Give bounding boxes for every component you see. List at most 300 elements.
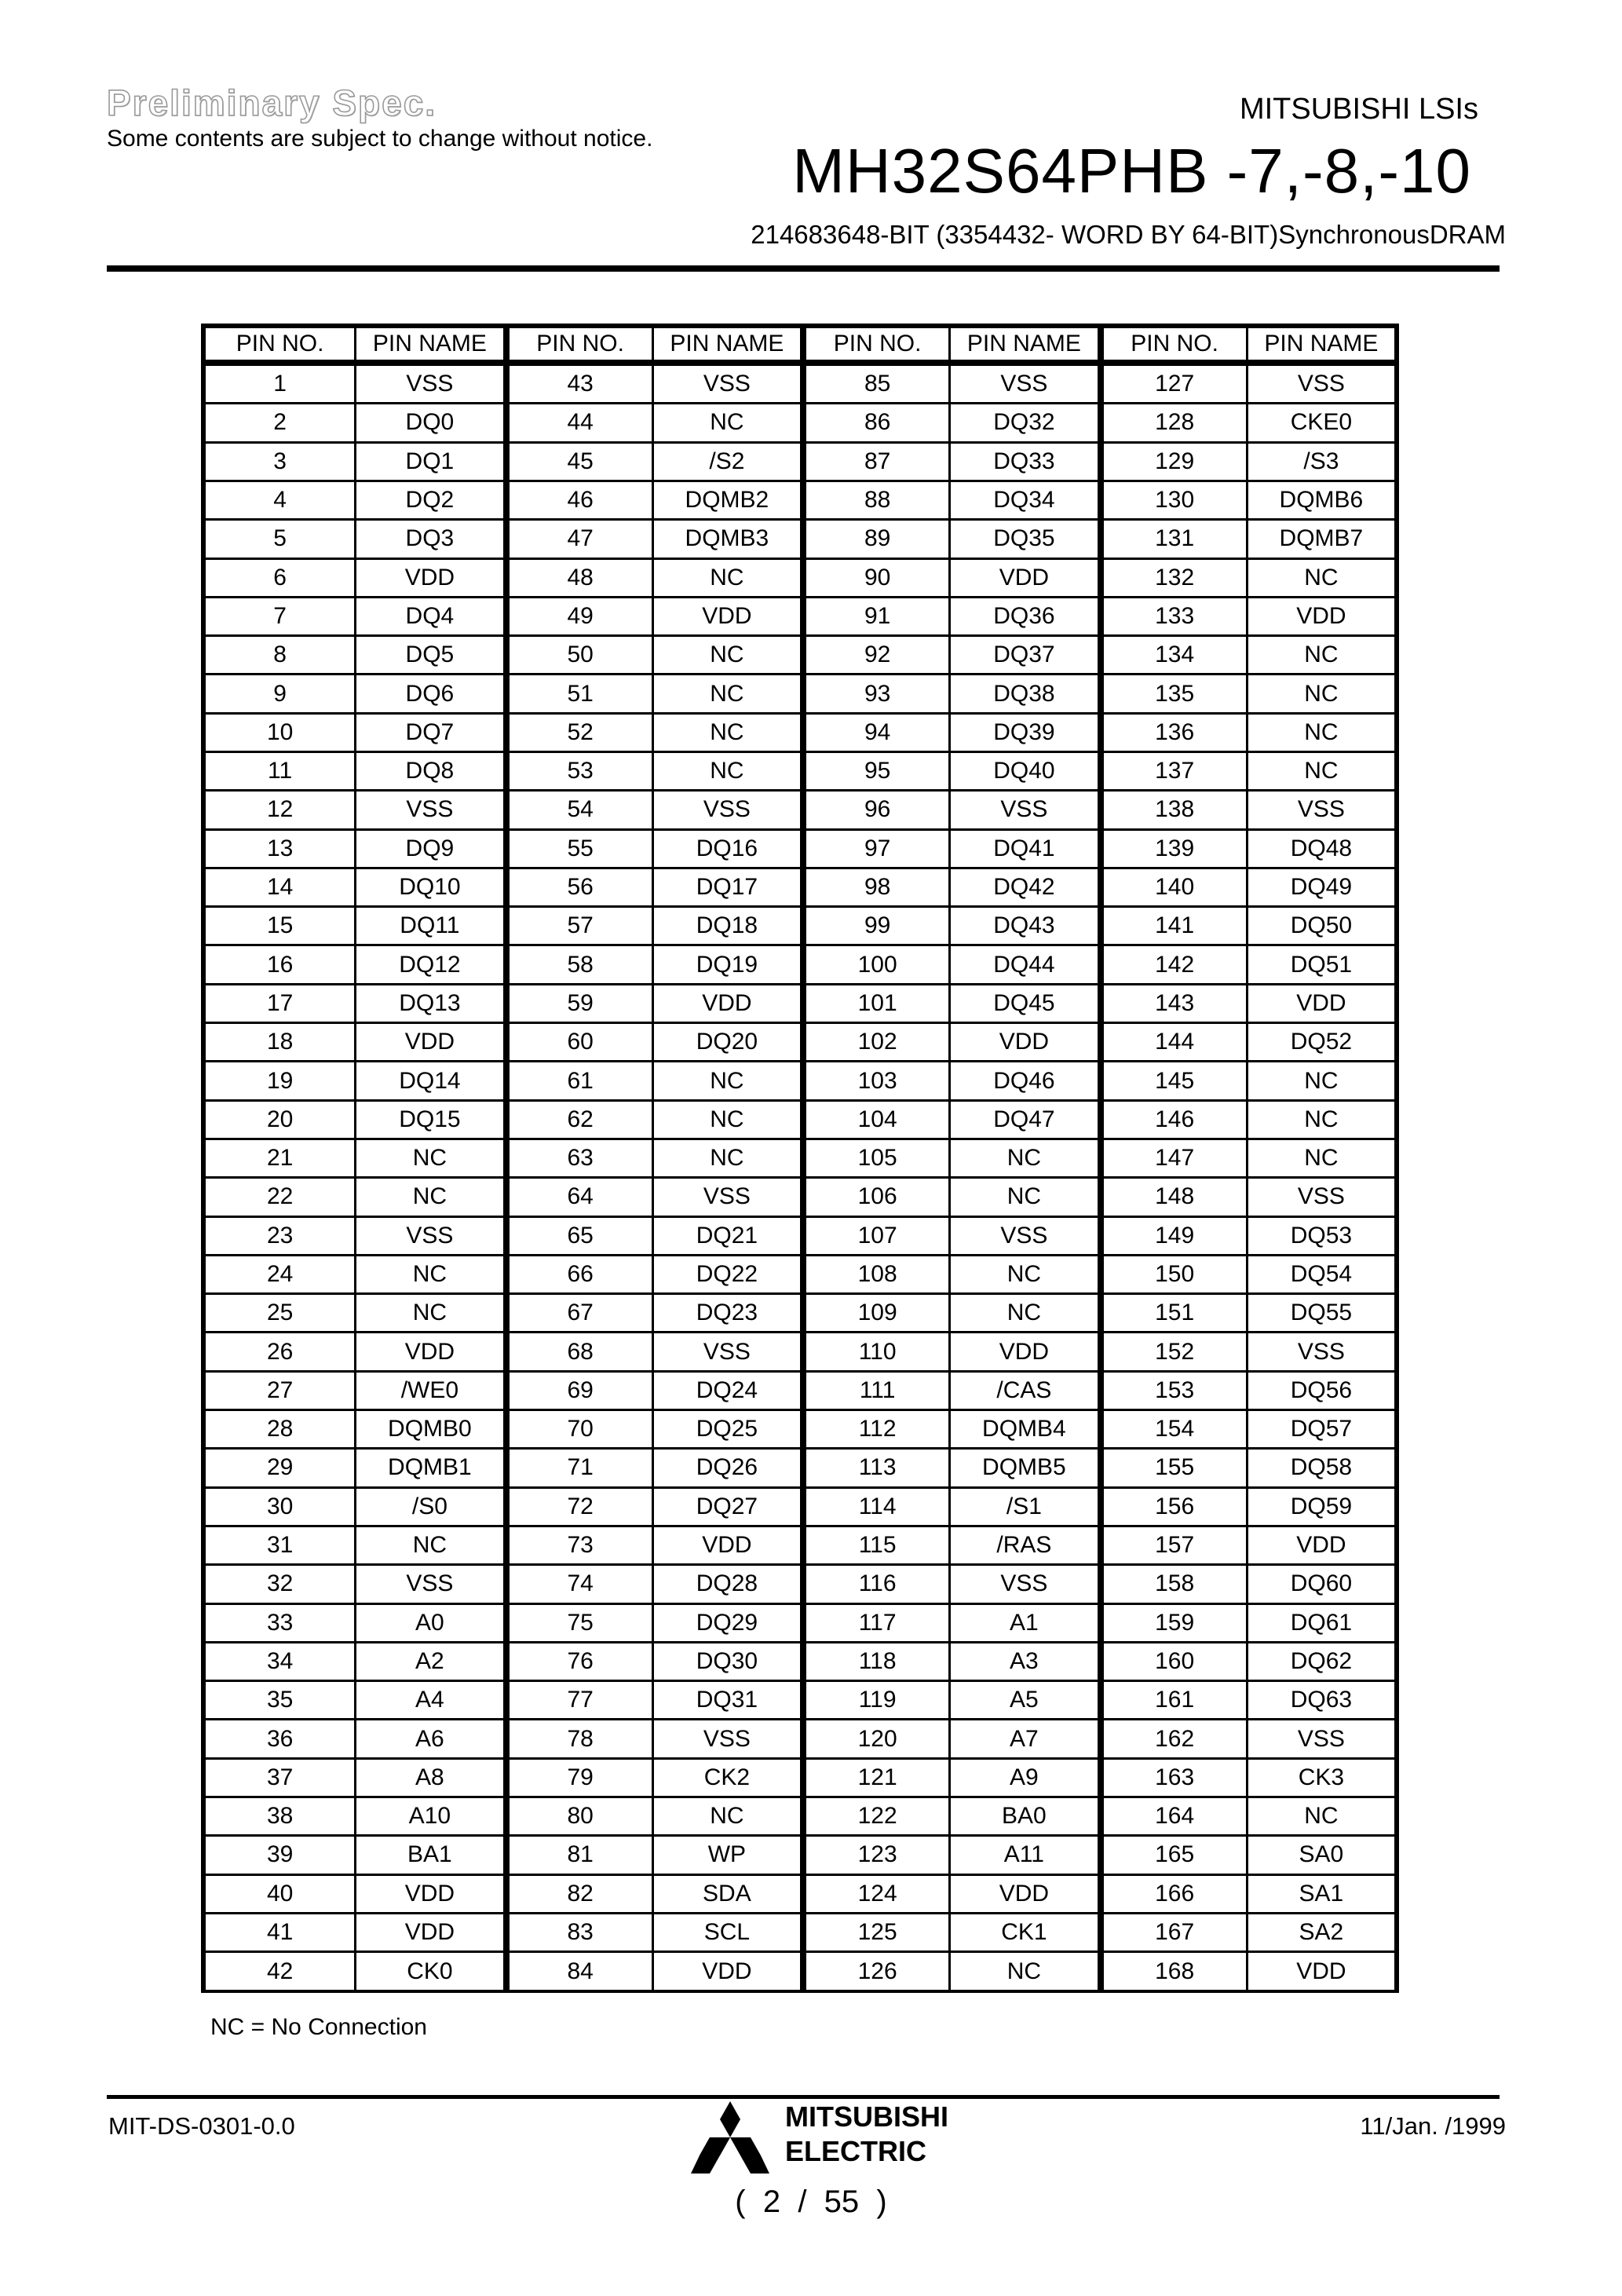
pin-number-cell: 38 <box>206 1796 354 1834</box>
pin-number-cell: 159 <box>1098 1603 1246 1641</box>
table-row <box>206 1060 1394 1099</box>
pin-number-cell: 3 <box>206 441 354 480</box>
pin-number-cell: 8 <box>206 634 354 673</box>
pin-number-cell: 115 <box>800 1525 948 1563</box>
pin-name-cell: DQ30 <box>652 1641 800 1680</box>
pin-name-cell: DQ43 <box>948 905 1097 944</box>
pin-name-cell: VDD <box>1246 1951 1394 1990</box>
pin-number-cell: 26 <box>206 1331 354 1369</box>
pin-name-cell: VSS <box>652 362 800 402</box>
pin-number-cell: 53 <box>503 751 652 789</box>
pin-number-cell: 131 <box>1098 518 1246 557</box>
pin-number-cell: 147 <box>1098 1138 1246 1176</box>
table-row <box>206 905 1394 944</box>
pin-number-cell: 51 <box>503 673 652 711</box>
pin-name-cell: DQ49 <box>1246 867 1394 905</box>
pin-name-cell: DQMB3 <box>652 518 800 557</box>
table-row <box>206 1680 1394 1718</box>
pin-name-cell: DQ24 <box>652 1370 800 1409</box>
pin-name-cell: NC <box>354 1525 502 1563</box>
pin-name-cell: VSS <box>354 1563 502 1602</box>
pin-number-cell: 41 <box>206 1912 354 1951</box>
pin-number-cell: 123 <box>800 1834 948 1873</box>
pin-no-column-header: PIN NO. <box>1098 324 1246 362</box>
pin-number-cell: 18 <box>206 1022 354 1060</box>
pin-name-cell: NC <box>948 1254 1097 1292</box>
pin-name-cell: DQMB6 <box>1246 480 1394 518</box>
pin-number-cell: 81 <box>503 1834 652 1873</box>
pin-number-cell: 72 <box>503 1486 652 1525</box>
pin-number-cell: 127 <box>1098 362 1246 402</box>
pin-name-cell: NC <box>1246 1099 1394 1138</box>
pin-name-cell: NC <box>1246 634 1394 673</box>
table-row <box>206 596 1394 634</box>
pin-number-cell: 165 <box>1098 1834 1246 1873</box>
pin-number-cell: 117 <box>800 1603 948 1641</box>
table-row <box>206 1447 1394 1486</box>
pin-number-cell: 6 <box>206 558 354 596</box>
table-row <box>206 1951 1394 1990</box>
pin-number-cell: 155 <box>1098 1447 1246 1486</box>
pin-number-cell: 62 <box>503 1099 652 1138</box>
pin-name-cell: DQ35 <box>948 518 1097 557</box>
pin-name-cell: NC <box>652 673 800 711</box>
pin-name-cell: /S1 <box>948 1486 1097 1525</box>
pin-name-cell: VSS <box>354 789 502 828</box>
pin-number-cell: 128 <box>1098 402 1246 441</box>
pin-number-cell: 89 <box>800 518 948 557</box>
pin-name-cell: VSS <box>948 1216 1097 1254</box>
pin-name-cell: DQ18 <box>652 905 800 944</box>
pin-name-cell: DQ9 <box>354 828 502 867</box>
pin-name-cell: NC <box>948 1951 1097 1990</box>
pin-name-cell: DQ7 <box>354 712 502 751</box>
pin-name-cell: VSS <box>1246 1718 1394 1757</box>
pin-number-cell: 4 <box>206 480 354 518</box>
pin-number-cell: 11 <box>206 751 354 789</box>
pin-name-cell: DQ51 <box>1246 944 1394 982</box>
table-row <box>206 712 1394 751</box>
pin-name-cell: NC <box>652 712 800 751</box>
pin-number-cell: 140 <box>1098 867 1246 905</box>
table-row <box>206 1216 1394 1254</box>
pin-name-cell: DQ16 <box>652 828 800 867</box>
pin-name-cell: VDD <box>652 1951 800 1990</box>
pin-no-column-header: PIN NO. <box>503 324 652 362</box>
pin-name-cell: DQ40 <box>948 751 1097 789</box>
table-row <box>206 1525 1394 1563</box>
pin-name-column-header: PIN NAME <box>652 324 800 362</box>
pin-number-cell: 2 <box>206 402 354 441</box>
table-row <box>206 441 1394 480</box>
table-row <box>206 1254 1394 1292</box>
pin-number-cell: 156 <box>1098 1486 1246 1525</box>
pin-number-cell: 162 <box>1098 1718 1246 1757</box>
pin-name-cell: DQ27 <box>652 1486 800 1525</box>
pin-name-cell: DQ13 <box>354 983 502 1022</box>
pin-name-cell: DQ6 <box>354 673 502 711</box>
table-row <box>206 867 1394 905</box>
pin-number-cell: 13 <box>206 828 354 867</box>
pin-name-cell: DQ53 <box>1246 1216 1394 1254</box>
pin-name-cell: VDD <box>354 1331 502 1369</box>
pin-name-cell: DQ38 <box>948 673 1097 711</box>
pin-name-cell: DQ10 <box>354 867 502 905</box>
pin-name-cell: DQ56 <box>1246 1370 1394 1409</box>
table-row <box>206 1874 1394 1912</box>
pin-name-cell: DQ14 <box>354 1060 502 1099</box>
pin-number-cell: 7 <box>206 596 354 634</box>
pin-number-cell: 21 <box>206 1138 354 1176</box>
table-body <box>206 362 1394 1990</box>
pin-number-cell: 149 <box>1098 1216 1246 1254</box>
pin-number-cell: 92 <box>800 634 948 673</box>
pin-number-cell: 113 <box>800 1447 948 1486</box>
pin-number-cell: 148 <box>1098 1176 1246 1215</box>
pin-number-cell: 48 <box>503 558 652 596</box>
pin-name-cell: VSS <box>948 362 1097 402</box>
pin-name-cell: DQ28 <box>652 1563 800 1602</box>
pin-assignment-table <box>201 324 1399 1993</box>
pin-name-cell: DQMB7 <box>1246 518 1394 557</box>
pin-name-cell: VDD <box>1246 596 1394 634</box>
pin-name-cell: CKE0 <box>1246 402 1394 441</box>
pin-number-cell: 27 <box>206 1370 354 1409</box>
pin-number-cell: 42 <box>206 1951 354 1990</box>
pin-number-cell: 111 <box>800 1370 948 1409</box>
pin-number-cell: 112 <box>800 1409 948 1447</box>
pin-number-cell: 167 <box>1098 1912 1246 1951</box>
pin-number-cell: 37 <box>206 1757 354 1796</box>
pin-number-cell: 120 <box>800 1718 948 1757</box>
pin-name-cell: NC <box>652 751 800 789</box>
pin-number-cell: 150 <box>1098 1254 1246 1292</box>
pin-name-cell: NC <box>948 1138 1097 1176</box>
pin-name-cell: BA0 <box>948 1796 1097 1834</box>
pin-number-cell: 82 <box>503 1874 652 1912</box>
pin-number-cell: 129 <box>1098 441 1246 480</box>
pin-name-cell: CK3 <box>1246 1757 1394 1796</box>
pin-number-cell: 100 <box>800 944 948 982</box>
pin-number-cell: 139 <box>1098 828 1246 867</box>
pin-number-cell: 25 <box>206 1292 354 1331</box>
pin-name-cell: NC <box>354 1254 502 1292</box>
pin-name-cell: DQ50 <box>1246 905 1394 944</box>
pin-name-cell: DQ21 <box>652 1216 800 1254</box>
pin-number-cell: 104 <box>800 1099 948 1138</box>
pin-number-cell: 130 <box>1098 480 1246 518</box>
pin-number-cell: 23 <box>206 1216 354 1254</box>
pin-number-cell: 16 <box>206 944 354 982</box>
pin-number-cell: 146 <box>1098 1099 1246 1138</box>
pin-number-cell: 79 <box>503 1757 652 1796</box>
pin-name-cell: BA1 <box>354 1834 502 1873</box>
pin-number-cell: 47 <box>503 518 652 557</box>
pin-name-cell: DQ4 <box>354 596 502 634</box>
pin-number-cell: 76 <box>503 1641 652 1680</box>
table-row <box>206 789 1394 828</box>
pin-number-cell: 135 <box>1098 673 1246 711</box>
pin-number-cell: 39 <box>206 1834 354 1873</box>
pin-name-cell: A5 <box>948 1680 1097 1718</box>
pin-number-cell: 63 <box>503 1138 652 1176</box>
page-open-paren: ( <box>735 2184 746 2219</box>
pin-number-cell: 19 <box>206 1060 354 1099</box>
pin-number-cell: 110 <box>800 1331 948 1369</box>
pin-number-cell: 88 <box>800 480 948 518</box>
pin-number-cell: 97 <box>800 828 948 867</box>
pin-number-cell: 163 <box>1098 1757 1246 1796</box>
pin-name-cell: SA0 <box>1246 1834 1394 1873</box>
pin-number-cell: 60 <box>503 1022 652 1060</box>
table-row <box>206 944 1394 982</box>
pin-name-cell: DQ57 <box>1246 1409 1394 1447</box>
pin-name-cell: A4 <box>354 1680 502 1718</box>
pin-name-cell: DQ19 <box>652 944 800 982</box>
pin-name-cell: VSS <box>1246 362 1394 402</box>
pin-name-cell: DQ39 <box>948 712 1097 751</box>
pin-number-cell: 44 <box>503 402 652 441</box>
pin-name-cell: WP <box>652 1834 800 1873</box>
pin-number-cell: 78 <box>503 1718 652 1757</box>
pin-number-cell: 141 <box>1098 905 1246 944</box>
pin-name-column-header: PIN NAME <box>948 324 1097 362</box>
pin-number-cell: 59 <box>503 983 652 1022</box>
pin-name-cell: DQ55 <box>1246 1292 1394 1331</box>
pin-number-cell: 45 <box>503 441 652 480</box>
pin-number-cell: 102 <box>800 1022 948 1060</box>
pin-number-cell: 34 <box>206 1641 354 1680</box>
pin-name-cell: NC <box>354 1138 502 1176</box>
pin-number-cell: 65 <box>503 1216 652 1254</box>
pin-number-cell: 108 <box>800 1254 948 1292</box>
pin-name-cell: DQ46 <box>948 1060 1097 1099</box>
pin-name-cell: NC <box>1246 1796 1394 1834</box>
pin-name-cell: DQ48 <box>1246 828 1394 867</box>
pin-name-cell: DQ41 <box>948 828 1097 867</box>
pin-name-cell: DQ3 <box>354 518 502 557</box>
pin-name-cell: SDA <box>652 1874 800 1912</box>
pin-name-cell: SA2 <box>1246 1912 1394 1951</box>
pin-name-cell: DQ33 <box>948 441 1097 480</box>
pin-name-cell: VSS <box>652 1718 800 1757</box>
pin-number-cell: 90 <box>800 558 948 596</box>
table-row <box>206 1138 1394 1176</box>
pin-number-cell: 15 <box>206 905 354 944</box>
pin-name-cell: DQ59 <box>1246 1486 1394 1525</box>
table-row <box>206 362 1394 402</box>
pin-number-cell: 103 <box>800 1060 948 1099</box>
table-row <box>206 1834 1394 1873</box>
pin-number-cell: 95 <box>800 751 948 789</box>
footer-divider <box>107 2095 1500 2099</box>
pin-number-cell: 132 <box>1098 558 1246 596</box>
pin-number-cell: 40 <box>206 1874 354 1912</box>
pin-name-cell: NC <box>1246 712 1394 751</box>
pin-number-cell: 32 <box>206 1563 354 1602</box>
pin-number-cell: 69 <box>503 1370 652 1409</box>
pin-name-cell: CK0 <box>354 1951 502 1990</box>
table-row <box>206 751 1394 789</box>
pin-name-cell: DQMB2 <box>652 480 800 518</box>
pin-name-cell: DQ34 <box>948 480 1097 518</box>
pin-name-cell: DQ12 <box>354 944 502 982</box>
pin-number-cell: 22 <box>206 1176 354 1215</box>
header-divider <box>107 265 1500 272</box>
pin-name-cell: CK2 <box>652 1757 800 1796</box>
document-date: 11/Jan. /1999 <box>1360 2112 1506 2140</box>
pin-number-cell: 58 <box>503 944 652 982</box>
pin-name-cell: /S0 <box>354 1486 502 1525</box>
pin-number-cell: 52 <box>503 712 652 751</box>
pin-number-cell: 94 <box>800 712 948 751</box>
pin-name-cell: DQ47 <box>948 1099 1097 1138</box>
pin-name-cell: VDD <box>652 983 800 1022</box>
pin-name-cell: DQ63 <box>1246 1680 1394 1718</box>
pin-name-cell: VSS <box>948 1563 1097 1602</box>
pin-name-cell: VDD <box>354 1022 502 1060</box>
pin-number-cell: 68 <box>503 1331 652 1369</box>
change-notice: Some contents are subject to change without notice. <box>107 126 653 152</box>
table-row <box>206 402 1394 441</box>
pin-name-cell: DQ22 <box>652 1254 800 1292</box>
pin-number-cell: 55 <box>503 828 652 867</box>
pin-number-cell: 122 <box>800 1796 948 1834</box>
pin-number-cell: 157 <box>1098 1525 1246 1563</box>
pin-number-cell: 161 <box>1098 1680 1246 1718</box>
pin-name-cell: DQMB1 <box>354 1447 502 1486</box>
pin-number-cell: 151 <box>1098 1292 1246 1331</box>
pin-name-cell: NC <box>652 1138 800 1176</box>
pin-number-cell: 124 <box>800 1874 948 1912</box>
pin-number-cell: 83 <box>503 1912 652 1951</box>
pin-name-cell: NC <box>354 1176 502 1215</box>
pin-name-cell: DQ17 <box>652 867 800 905</box>
pin-name-cell: VSS <box>652 1331 800 1369</box>
pin-number-cell: 33 <box>206 1603 354 1641</box>
table-row <box>206 1022 1394 1060</box>
pin-name-cell: DQ32 <box>948 402 1097 441</box>
pin-name-cell: NC <box>652 1796 800 1834</box>
pin-name-cell: DQMB4 <box>948 1409 1097 1447</box>
pin-name-cell: DQ60 <box>1246 1563 1394 1602</box>
pin-number-cell: 114 <box>800 1486 948 1525</box>
pin-number-cell: 64 <box>503 1176 652 1215</box>
pin-number-cell: 136 <box>1098 712 1246 751</box>
pin-number-cell: 5 <box>206 518 354 557</box>
pin-name-cell: DQMB0 <box>354 1409 502 1447</box>
pin-number-cell: 29 <box>206 1447 354 1486</box>
pin-number-cell: 57 <box>503 905 652 944</box>
pin-number-cell: 158 <box>1098 1563 1246 1602</box>
pin-number-cell: 99 <box>800 905 948 944</box>
pin-number-cell: 87 <box>800 441 948 480</box>
pin-name-cell: DQ42 <box>948 867 1097 905</box>
pin-name-cell: DQ23 <box>652 1292 800 1331</box>
pin-name-cell: DQ61 <box>1246 1603 1394 1641</box>
pin-name-cell: NC <box>652 402 800 441</box>
pin-number-cell: 118 <box>800 1641 948 1680</box>
pin-number-cell: 28 <box>206 1409 354 1447</box>
pin-name-cell: VDD <box>354 1874 502 1912</box>
pin-name-cell: A6 <box>354 1718 502 1757</box>
table-row <box>206 1292 1394 1331</box>
pin-number-cell: 101 <box>800 983 948 1022</box>
pin-number-cell: 91 <box>800 596 948 634</box>
device-subtitle: 214683648-BIT (3354432- WORD BY 64-BIT)SynchronousDRAM <box>751 220 1506 249</box>
pin-number-cell: 31 <box>206 1525 354 1563</box>
pin-number-cell: 93 <box>800 673 948 711</box>
table-row <box>206 673 1394 711</box>
maker-label: MITSUBISHI LSIs <box>1239 93 1478 126</box>
table-row <box>206 1718 1394 1757</box>
pin-name-cell: DQMB5 <box>948 1447 1097 1486</box>
pin-number-cell: 144 <box>1098 1022 1246 1060</box>
pin-number-cell: 46 <box>503 480 652 518</box>
pin-no-column-header: PIN NO. <box>206 324 354 362</box>
table-row <box>206 1486 1394 1525</box>
pin-name-cell: NC <box>652 1060 800 1099</box>
pin-name-cell: DQ44 <box>948 944 1097 982</box>
pin-name-cell: VDD <box>948 1022 1097 1060</box>
pin-name-cell: DQ2 <box>354 480 502 518</box>
pin-name-cell: VDD <box>948 1331 1097 1369</box>
pin-name-cell: VDD <box>948 1874 1097 1912</box>
table-row <box>206 1099 1394 1138</box>
pin-name-cell: A11 <box>948 1834 1097 1873</box>
pin-number-cell: 152 <box>1098 1331 1246 1369</box>
pin-name-cell: NC <box>354 1292 502 1331</box>
pin-number-cell: 10 <box>206 712 354 751</box>
pin-name-cell: VDD <box>1246 1525 1394 1563</box>
pin-number-cell: 66 <box>503 1254 652 1292</box>
pin-number-cell: 107 <box>800 1216 948 1254</box>
pin-name-cell: VDD <box>652 596 800 634</box>
page-slash: / <box>798 2184 807 2219</box>
table-row <box>206 1757 1394 1796</box>
pin-number-cell: 166 <box>1098 1874 1246 1912</box>
pin-number-cell: 12 <box>206 789 354 828</box>
brand-line-2: ELECTRIC <box>785 2135 926 2167</box>
pin-name-cell: DQ36 <box>948 596 1097 634</box>
pin-number-cell: 126 <box>800 1951 948 1990</box>
pin-name-cell: DQ15 <box>354 1099 502 1138</box>
pin-number-cell: 1 <box>206 362 354 402</box>
brand-name <box>785 2100 948 2169</box>
pin-number-cell: 30 <box>206 1486 354 1525</box>
pin-name-cell: NC <box>652 634 800 673</box>
pin-name-cell: VDD <box>1246 983 1394 1022</box>
pin-name-cell: DQ0 <box>354 402 502 441</box>
pin-name-cell: NC <box>948 1292 1097 1331</box>
pin-name-cell: DQ25 <box>652 1409 800 1447</box>
pin-name-cell: NC <box>1246 673 1394 711</box>
pin-name-cell: CK1 <box>948 1912 1097 1951</box>
table-row <box>206 1176 1394 1215</box>
table-header <box>206 324 1394 362</box>
pin-name-cell: DQ29 <box>652 1603 800 1641</box>
pin-name-cell: DQ1 <box>354 441 502 480</box>
pin-name-cell: A0 <box>354 1603 502 1641</box>
table-row <box>206 1796 1394 1834</box>
pin-name-cell: DQ31 <box>652 1680 800 1718</box>
pin-name-cell: DQ20 <box>652 1022 800 1060</box>
pin-name-cell: VDD <box>354 558 502 596</box>
table-row <box>206 1641 1394 1680</box>
table-header-row <box>206 324 1394 362</box>
pin-number-cell: 73 <box>503 1525 652 1563</box>
pin-name-column-header: PIN NAME <box>354 324 502 362</box>
